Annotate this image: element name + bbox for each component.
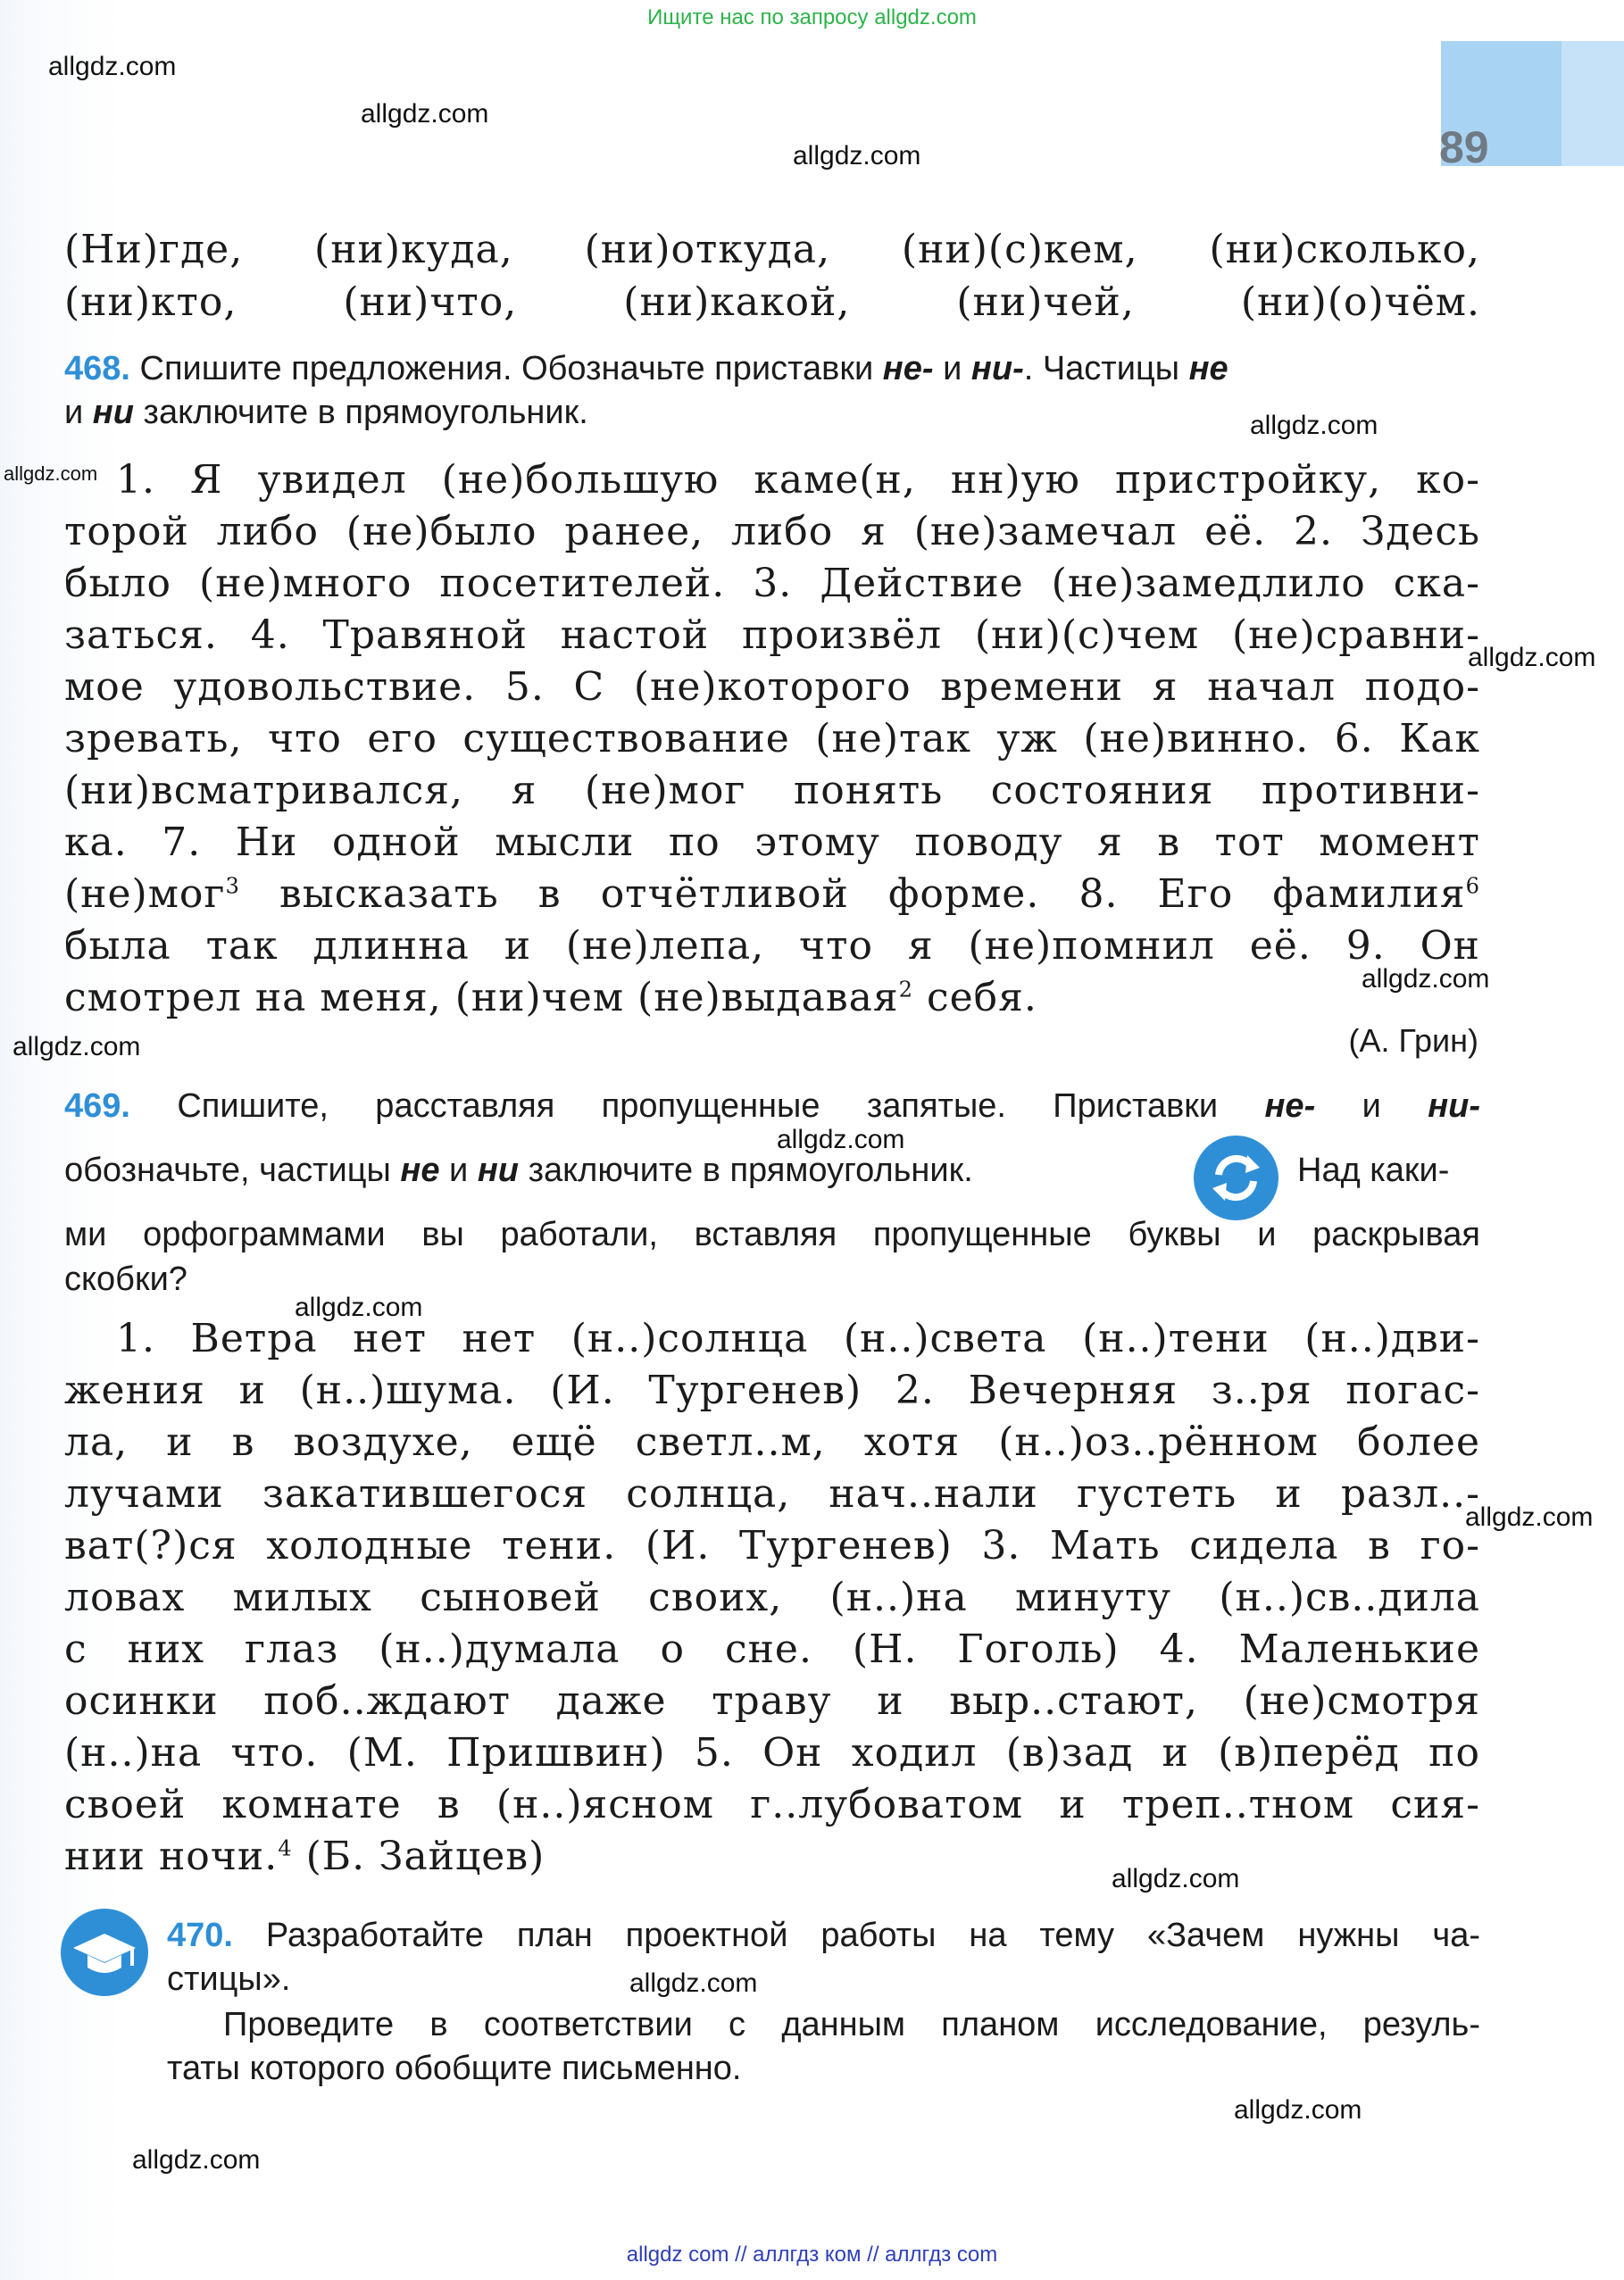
watermark: allgdz.com bbox=[777, 1125, 905, 1154]
ex468-author: (А. Грин) bbox=[1348, 1022, 1478, 1059]
ex469-task-tail: Над каки- bbox=[1297, 1152, 1450, 1189]
watermark: allgdz.com bbox=[1468, 643, 1596, 672]
ex468-task-line2: и ни заключите в прямоугольник. bbox=[64, 394, 588, 431]
watermark: allgdz.com bbox=[48, 52, 177, 81]
ex470-line: таты которого обобщите письменно. bbox=[167, 2050, 742, 2087]
ex469-task-line3: ми орфограммами вы работали, вставляя пропущенные буквы и раскрывая bbox=[64, 1216, 1480, 1253]
watermark: allgdz.com bbox=[1112, 1864, 1240, 1893]
intro-line: (ни)кто, (ни)что, (ни)какой, (ни)чей, (ни)(о)чём. bbox=[64, 279, 1480, 325]
ex468-line: ка. 7. Ни одной мысли по этому поводу я в тот момент bbox=[64, 820, 1480, 865]
watermark: allgdz.com bbox=[295, 1293, 423, 1322]
watermark: allgdz.com bbox=[629, 1968, 758, 1998]
ex469-line: ват(?)ся холодные тени. (И. Тургенев) 3. Мать сидела в го- bbox=[64, 1523, 1480, 1569]
ex469-task-line4: скобки? bbox=[64, 1261, 187, 1298]
ex468-task: 468. Спишите предложения. Обозначьте приставки не- и ни-. Частицы не bbox=[64, 350, 1228, 387]
watermark: allgdz.com bbox=[1250, 411, 1378, 440]
watermark: allgdz.com bbox=[12, 1032, 141, 1061]
ex470-number: 470. bbox=[167, 1917, 233, 1954]
ex469-line: ла, и в воздухе, ещё светл..м, хотя (н..)оз..рённом более bbox=[64, 1419, 1480, 1465]
ex469-task: 469. Спишите, расставляя пропущенные запятые. Приставки не- и ни- bbox=[64, 1087, 1481, 1125]
ex468-line: смотрел на меня, (ни)чем (не)выдавая$^2$ себя. bbox=[64, 975, 1037, 1020]
ex469-line: жения и (н..)шума. (И. Тургенев) 2. Вечерняя з..ря погас- bbox=[64, 1368, 1480, 1413]
ex469-number: 469. bbox=[64, 1087, 130, 1125]
ex469-line: 1. Ветра нет нет (н..)солнца (н..)света (н..)тени (н..)дви- bbox=[116, 1316, 1480, 1361]
ex469-line: (н..)на что. (М. Пришвин) 5. Он ходил (в)зад и (в)перёд по bbox=[64, 1730, 1480, 1776]
ex469-line: ловах милых сыновей своих, (н..)на минуту (н..)св..дила bbox=[64, 1575, 1480, 1620]
ex468-line: (ни)всматривался, я (не)мог понять состояния противни- bbox=[64, 768, 1480, 813]
ex468-line: было (не)много посетителей. 3. Действие (не)замедлило ска- bbox=[64, 561, 1480, 606]
watermark: allgdz.com bbox=[1234, 2095, 1362, 2125]
ex470-line: 470. Разработайте план проектной работы на тему «Зачем нужны ча- bbox=[167, 1917, 1480, 1954]
ex468-line: была так длинна и (не)лепа, что я (не)помнил её. 9. Он bbox=[64, 923, 1480, 969]
watermark: allgdz.com bbox=[793, 141, 921, 171]
ex468-number: 468. bbox=[64, 350, 130, 387]
ex469-line: лучами закатившегося солнца, нач..нали густеть и разл..- bbox=[64, 1471, 1480, 1517]
watermark: allgdz.com bbox=[1465, 1502, 1594, 1532]
repeat-arrows-icon bbox=[1194, 1136, 1278, 1220]
intro-line: (Ни)где, (ни)куда, (ни)откуда, (ни)(с)кем, (ни)сколько, bbox=[64, 227, 1480, 272]
watermark: allgdz.com bbox=[361, 99, 489, 129]
ex468-line: торой либо (не)было ранее, либо я (не)замечал её. 2. Здесь bbox=[64, 509, 1480, 554]
ex469-line: нии ночи.$^4$ (Б. Зайцев) bbox=[64, 1834, 545, 1879]
ex468-line: (не)мог$^3$ высказать в отчётливой форме. 8. Его фамилия$^6$ bbox=[64, 871, 1480, 917]
ex468-line: заться. 4. Травяной настой произвёл (ни)(с)чем (не)сравни- bbox=[64, 612, 1480, 658]
watermark: allgdz.com bbox=[4, 462, 98, 485]
ex469-line: с них глаз (н..)думала о сне. (Н. Гоголь) 4. Маленькие bbox=[64, 1627, 1480, 1672]
ex468-line: зревать, что его существование (не)так уж (не)винно. 6. Как bbox=[64, 716, 1480, 761]
page-number: 89 bbox=[1439, 122, 1489, 172]
graduation-cap-icon bbox=[61, 1909, 148, 1996]
ex469-line: своей комнате в (н..)ясном г..лубоватом и треп..тном сия- bbox=[64, 1782, 1480, 1827]
ex469-task-line2: обозначьте, частицы не и ни заключите в прямоугольник. bbox=[64, 1152, 973, 1189]
ex468-line: 1. Я увидел (не)большую каме(н, нн)ую пристройку, ко- bbox=[116, 457, 1480, 503]
bottom-banner[interactable]: allgdz com // аллгдз ком // аллгдз com bbox=[626, 2243, 998, 2267]
watermark: allgdz.com bbox=[132, 2145, 261, 2175]
ex470-line: Проведите в соответствии с данным планом исследование, резуль- bbox=[223, 2006, 1480, 2043]
ex469-line: осинки поб..ждают даже траву и выр..стают, (не)смотря bbox=[64, 1678, 1480, 1724]
watermark: allgdz.com bbox=[1362, 964, 1490, 994]
top-banner[interactable]: Ищите нас по запросу allgdz.com bbox=[647, 5, 977, 29]
page-corner-tab-light bbox=[1562, 41, 1624, 166]
ex470-line: стицы». bbox=[167, 1960, 291, 1998]
ex468-line: мое удовольствие. 5. С (не)которого времени я начал подо- bbox=[64, 664, 1480, 710]
